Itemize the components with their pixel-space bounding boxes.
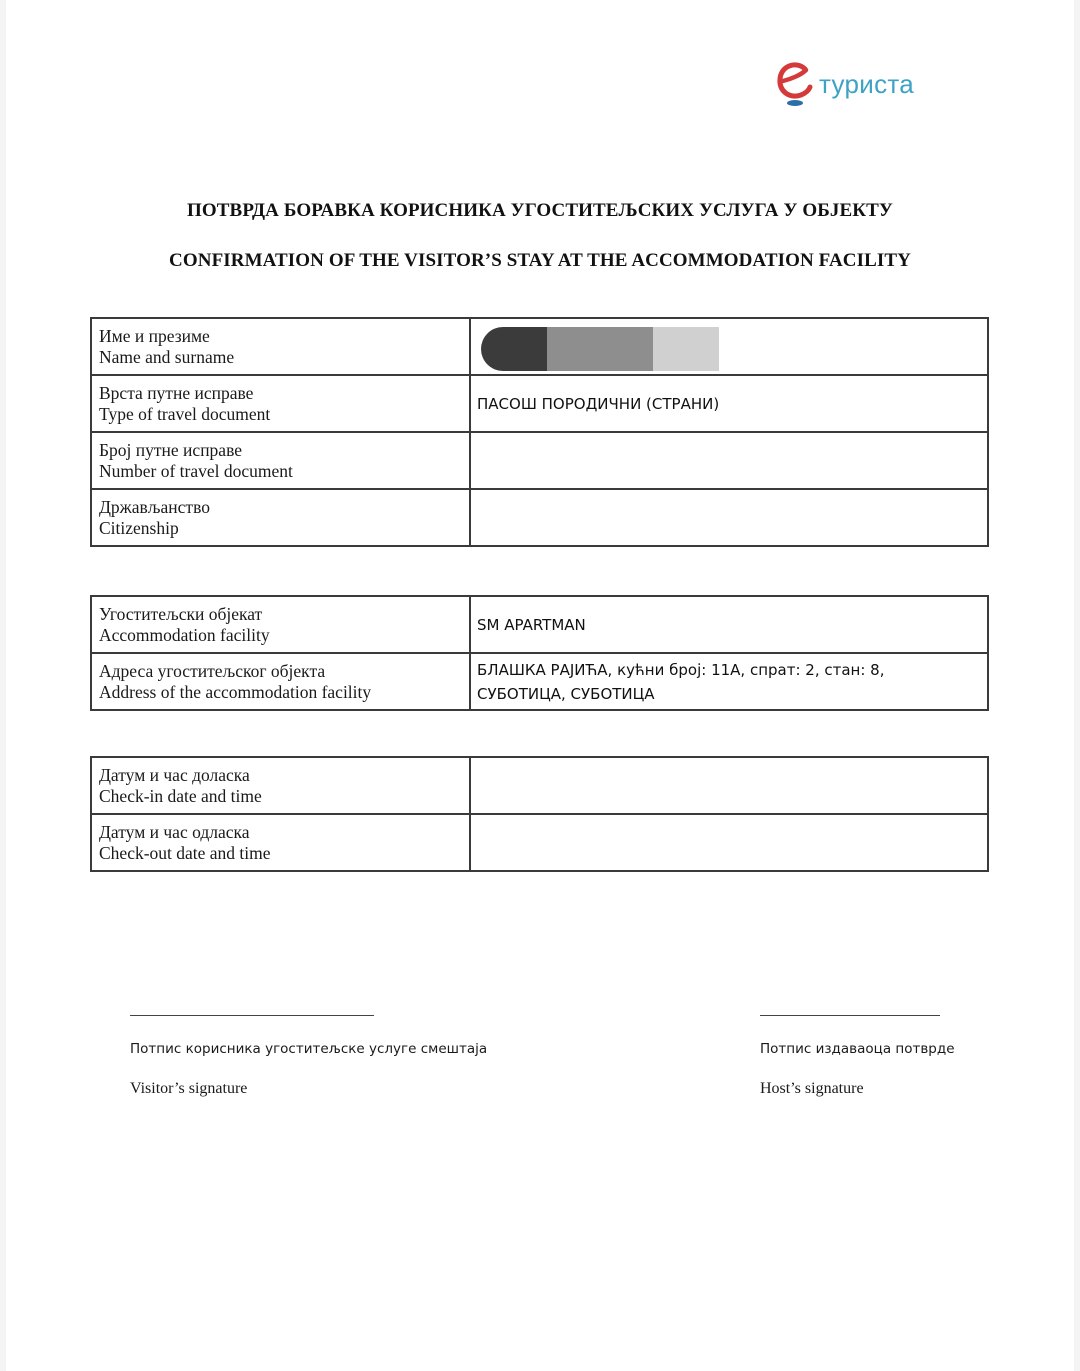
label-serbian: Име и презиме — [99, 325, 210, 346]
label-english: Type of travel document — [99, 403, 271, 424]
label-serbian: Врста путне исправе — [99, 382, 254, 403]
visitor-signature-label-serbian: Потпис корисника угоститељске услуге смештаја — [130, 1041, 488, 1057]
label-cell — [91, 318, 470, 375]
document-title-english: CONFIRMATION OF THE VISITOR’S STAY AT THE ACCOMMODATION FACILITY — [169, 250, 911, 271]
label-serbian: Датум и час доласка — [99, 764, 250, 785]
table-row-document-type — [91, 375, 988, 432]
citizenship-value — [470, 489, 988, 546]
stay-dates-table — [90, 756, 989, 872]
facility-address-value — [470, 653, 988, 710]
label-cell — [91, 375, 470, 432]
label-serbian: Датум и час одласка — [99, 821, 250, 842]
check-out-value — [470, 814, 988, 871]
label-cell — [91, 432, 470, 489]
host-signature-label-english: Host’s signature — [760, 1080, 864, 1097]
table-row-check-out — [91, 814, 988, 871]
eturista-logo — [775, 58, 914, 110]
logo-brand-text: туриста — [819, 68, 915, 99]
table-row-document-number — [91, 432, 988, 489]
address-line-2: СУБОТИЦА, СУБОТИЦА — [477, 684, 655, 703]
address-line-1: БЛАШКА РАЈИЋА, кућни број: 11А, спрат: 2, стан: 8, — [477, 660, 885, 679]
host-signature-line — [760, 1015, 940, 1016]
label-serbian: Адреса угоститељског објекта — [99, 660, 326, 681]
table-row-check-in — [91, 757, 988, 814]
check-in-value — [470, 757, 988, 814]
table-row-citizenship — [91, 489, 988, 546]
e-letter-logo-icon — [775, 59, 815, 109]
document-type-value: ПАСОШ ПОРОДИЧНИ (СТРАНИ) — [470, 375, 988, 432]
label-cell — [91, 757, 470, 814]
facility-name-value: SM APARTMAN — [470, 596, 988, 653]
label-cell — [91, 489, 470, 546]
guest-info-table — [90, 317, 989, 547]
label-cell — [91, 653, 470, 710]
label-english: Accommodation facility — [99, 624, 270, 645]
table-row-facility — [91, 596, 988, 653]
label-english: Citizenship — [99, 517, 179, 538]
label-english: Address of the accommodation facility — [99, 681, 372, 702]
label-english: Name and surname — [99, 346, 235, 367]
label-serbian: Угоститељски објекат — [99, 603, 263, 624]
label-english: Check-in date and time — [99, 785, 262, 806]
document-title-serbian: ПОТВРДА БОРАВКА КОРИСНИКА УГОСТИТЕЉСКИХ УСЛУГА У ОБЈЕКТУ — [187, 200, 893, 221]
label-serbian: Држављанство — [99, 496, 210, 517]
visitor-signature-line — [130, 1015, 374, 1016]
label-english: Number of travel document — [99, 460, 293, 481]
table-row-name — [91, 318, 988, 375]
redacted-name — [477, 322, 717, 372]
table-row-address — [91, 653, 988, 710]
visitor-signature-label-english: Visitor’s signature — [130, 1080, 248, 1097]
label-english: Check-out date and time — [99, 842, 271, 863]
document-number-value — [470, 432, 988, 489]
label-cell — [91, 814, 470, 871]
label-cell — [91, 596, 470, 653]
host-signature-label-serbian: Потпис издаваоца потврде — [760, 1041, 955, 1057]
facility-info-table — [90, 595, 989, 711]
name-value-cell — [470, 318, 988, 375]
label-serbian: Број путне исправе — [99, 439, 242, 460]
